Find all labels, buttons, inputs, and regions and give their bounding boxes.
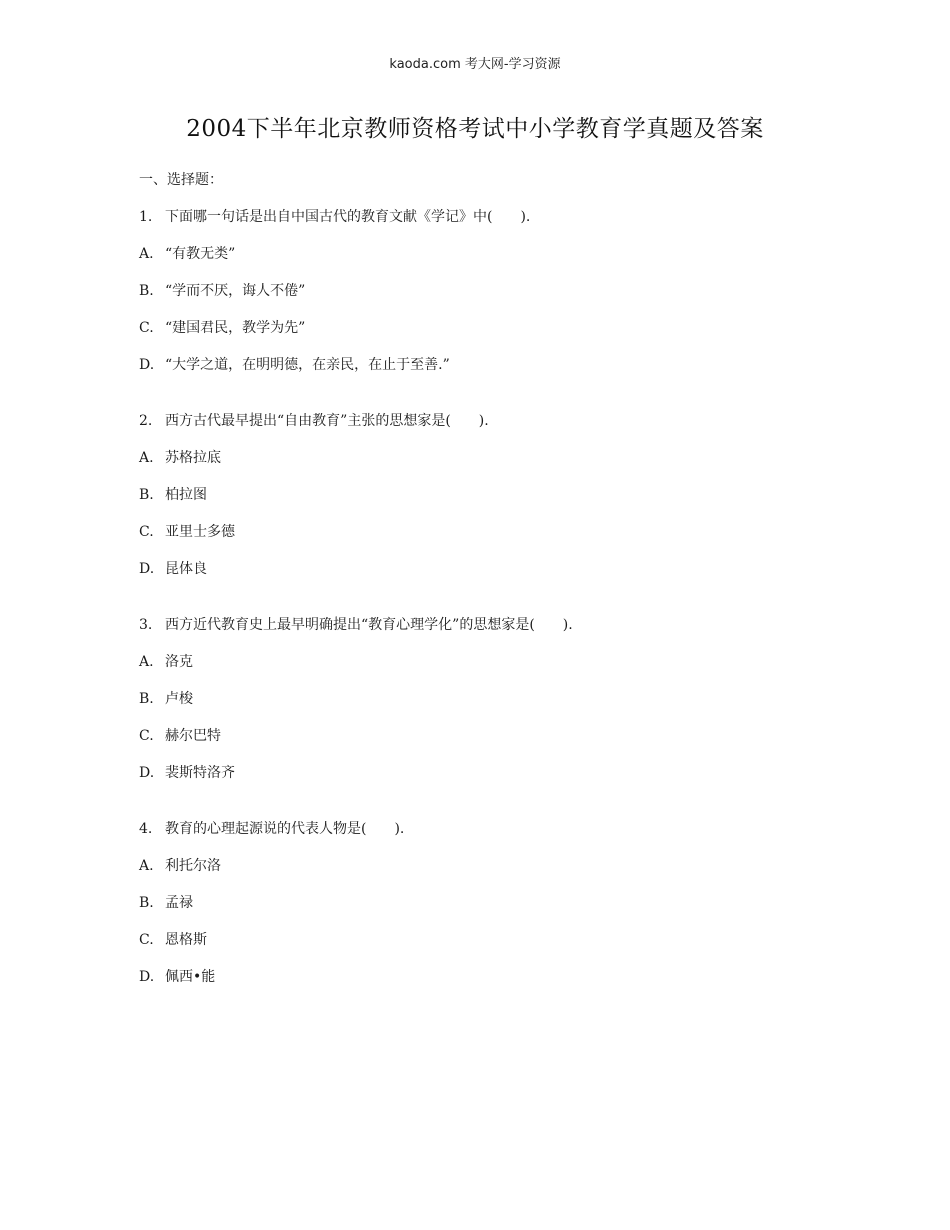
option-letter: C. xyxy=(139,320,154,336)
option-letter: C. xyxy=(139,524,154,540)
option-text: 赫尔巴特 xyxy=(165,728,221,744)
option-letter: A. xyxy=(139,450,154,466)
question-4 xyxy=(139,819,839,987)
option-a xyxy=(139,652,839,672)
option-text: 佩西•能 xyxy=(165,969,216,985)
option-letter: A. xyxy=(139,246,154,262)
option-letter: C. xyxy=(139,932,154,948)
question-text: 下面哪一句话是出自中国古代的教育文献《学记》中( ). xyxy=(165,209,531,225)
option-c xyxy=(139,318,839,338)
site-header: kaoda.com 考大网-学习资源 xyxy=(389,57,561,72)
option-b xyxy=(139,689,839,709)
option-text: 亚里士多德 xyxy=(165,524,235,540)
option-c xyxy=(139,930,839,950)
question-text: 教育的心理起源说的代表人物是( ). xyxy=(165,821,405,837)
option-letter: D. xyxy=(139,561,155,577)
question-stem xyxy=(139,819,839,839)
option-text: 苏格拉底 xyxy=(165,450,221,466)
option-c xyxy=(139,726,839,746)
section-heading: 一、选择题： xyxy=(139,172,223,188)
option-letter: D. xyxy=(139,357,155,373)
question-stem xyxy=(139,615,839,635)
option-a xyxy=(139,244,839,264)
option-d xyxy=(139,559,839,579)
option-letter: A. xyxy=(139,858,154,874)
document-body xyxy=(139,170,839,1023)
option-d xyxy=(139,763,839,783)
option-letter: D. xyxy=(139,765,155,781)
option-text: 恩格斯 xyxy=(165,932,207,948)
option-text: “学而不厌，诲人不倦” xyxy=(165,283,306,299)
option-a xyxy=(139,856,839,876)
option-b xyxy=(139,485,839,505)
option-text: 卢梭 xyxy=(165,691,193,707)
question-number: 1. xyxy=(139,209,153,225)
question-stem xyxy=(139,207,839,227)
option-letter: B. xyxy=(139,691,154,707)
question-text: 西方近代教育史上最早明确提出“教育心理学化”的思想家是( ). xyxy=(165,617,573,633)
option-c xyxy=(139,522,839,542)
option-letter: B. xyxy=(139,487,154,503)
question-number: 3. xyxy=(139,617,153,633)
option-d xyxy=(139,967,839,987)
question-3 xyxy=(139,615,839,783)
option-letter: A. xyxy=(139,654,154,670)
option-text: 柏拉图 xyxy=(165,487,207,503)
option-text: 利托尔洛 xyxy=(165,858,221,874)
question-stem xyxy=(139,411,839,431)
question-text: 西方古代最早提出“自由教育”主张的思想家是( ). xyxy=(165,413,489,429)
question-number: 2. xyxy=(139,413,153,429)
question-number: 4. xyxy=(139,821,153,837)
option-letter: B. xyxy=(139,895,154,911)
option-letter: D. xyxy=(139,969,155,985)
option-text: 裴斯特洛齐 xyxy=(165,765,235,781)
option-text: “建国君民，教学为先” xyxy=(165,320,306,336)
option-text: 孟禄 xyxy=(165,895,193,911)
option-text: “大学之道，在明明德，在亲民，在止于至善.” xyxy=(165,357,450,373)
option-text: 昆体良 xyxy=(165,561,207,577)
option-text: 洛克 xyxy=(165,654,193,670)
option-letter: C. xyxy=(139,728,154,744)
document-title: 2004下半年北京教师资格考试中小学教育学真题及答案 xyxy=(186,116,764,142)
option-a xyxy=(139,448,839,468)
option-text: “有教无类” xyxy=(165,246,236,262)
option-d xyxy=(139,355,839,375)
option-letter: B. xyxy=(139,283,154,299)
question-1 xyxy=(139,207,839,375)
option-b xyxy=(139,281,839,301)
question-2 xyxy=(139,411,839,579)
option-b xyxy=(139,893,839,913)
